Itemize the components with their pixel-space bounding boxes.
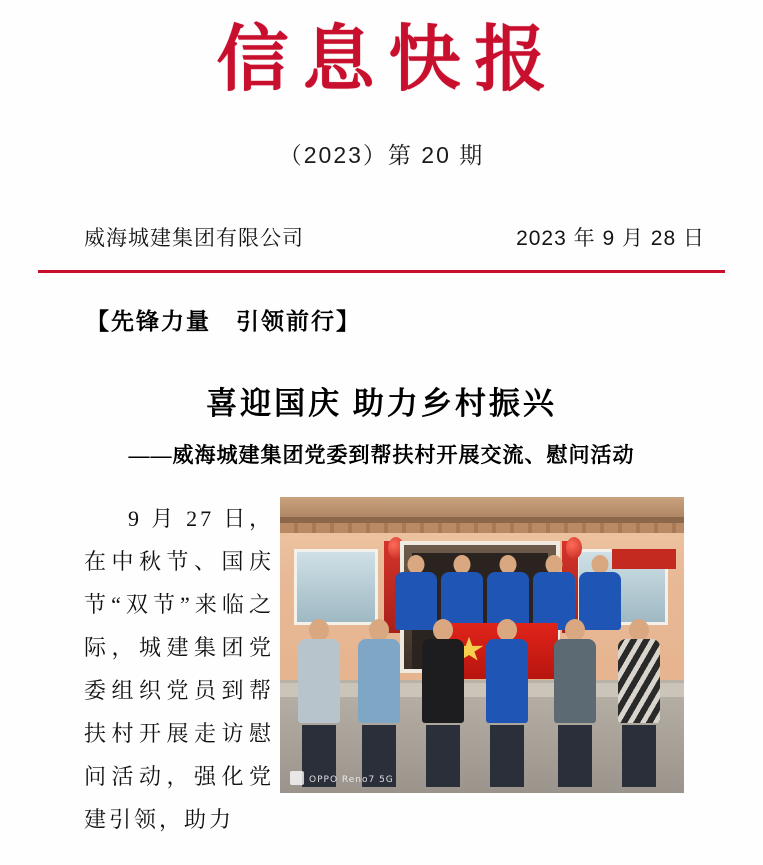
photo-person — [420, 619, 466, 787]
organization-name: 威海城建集团有限公司 — [84, 226, 304, 250]
column-tag: 【先锋力量 引领前行】 — [86, 308, 361, 334]
photo-person — [552, 619, 598, 787]
photo-person-legs — [490, 725, 524, 787]
article-headline: 喜迎国庆 助力乡村振兴 — [206, 385, 557, 421]
photo-person — [484, 619, 530, 787]
photo-roof-tiles — [280, 523, 684, 533]
photo-person — [296, 619, 342, 787]
photo-person-legs — [426, 725, 460, 787]
photo-person-body — [618, 639, 660, 723]
photo-roof-eave — [280, 497, 684, 523]
article-body-column — [38, 497, 274, 841]
publication-date: 2023 年 9 月 28 日 — [516, 226, 705, 250]
photo-person-head — [433, 619, 453, 641]
photo-person-body — [358, 639, 400, 723]
masthead — [0, 0, 763, 170]
photo-person-body — [422, 639, 464, 723]
photo-person-head — [309, 619, 329, 641]
article-body-text: 9 月 27 日，在中秋节、国庆节“双节”来临之际，城建集团党委组织党员到帮扶村开展走访慰问活动，强化党建引领，助力 — [84, 505, 274, 832]
photo-window-left — [294, 549, 378, 625]
photo-person — [356, 619, 402, 787]
photo-person-head — [497, 619, 517, 641]
photo-person — [616, 619, 662, 787]
photo-watermark — [290, 771, 394, 785]
photo-person-body — [298, 639, 340, 723]
article-photo — [280, 497, 684, 793]
photo-person-body — [554, 639, 596, 723]
camera-logo-icon — [290, 771, 304, 785]
photo-person-head — [565, 619, 585, 641]
photo-person-head — [369, 619, 389, 641]
photo-shop-sign — [612, 549, 676, 569]
photo-person-legs — [622, 725, 656, 787]
issue-number: （2023）第 20 期 — [278, 141, 485, 168]
article-subheadline: ——威海城建集团党委到帮扶村开展交流、慰问活动 — [128, 442, 635, 467]
photo-person-body — [486, 639, 528, 723]
photo-person-head — [629, 619, 649, 641]
meta-row — [38, 222, 725, 252]
photo-watermark-text: OPPO Reno7 5G — [309, 774, 394, 785]
article-body-area — [38, 497, 725, 841]
red-divider — [38, 270, 725, 273]
publication-title: 信息快报 — [216, 16, 561, 101]
photo-person-legs — [558, 725, 592, 787]
